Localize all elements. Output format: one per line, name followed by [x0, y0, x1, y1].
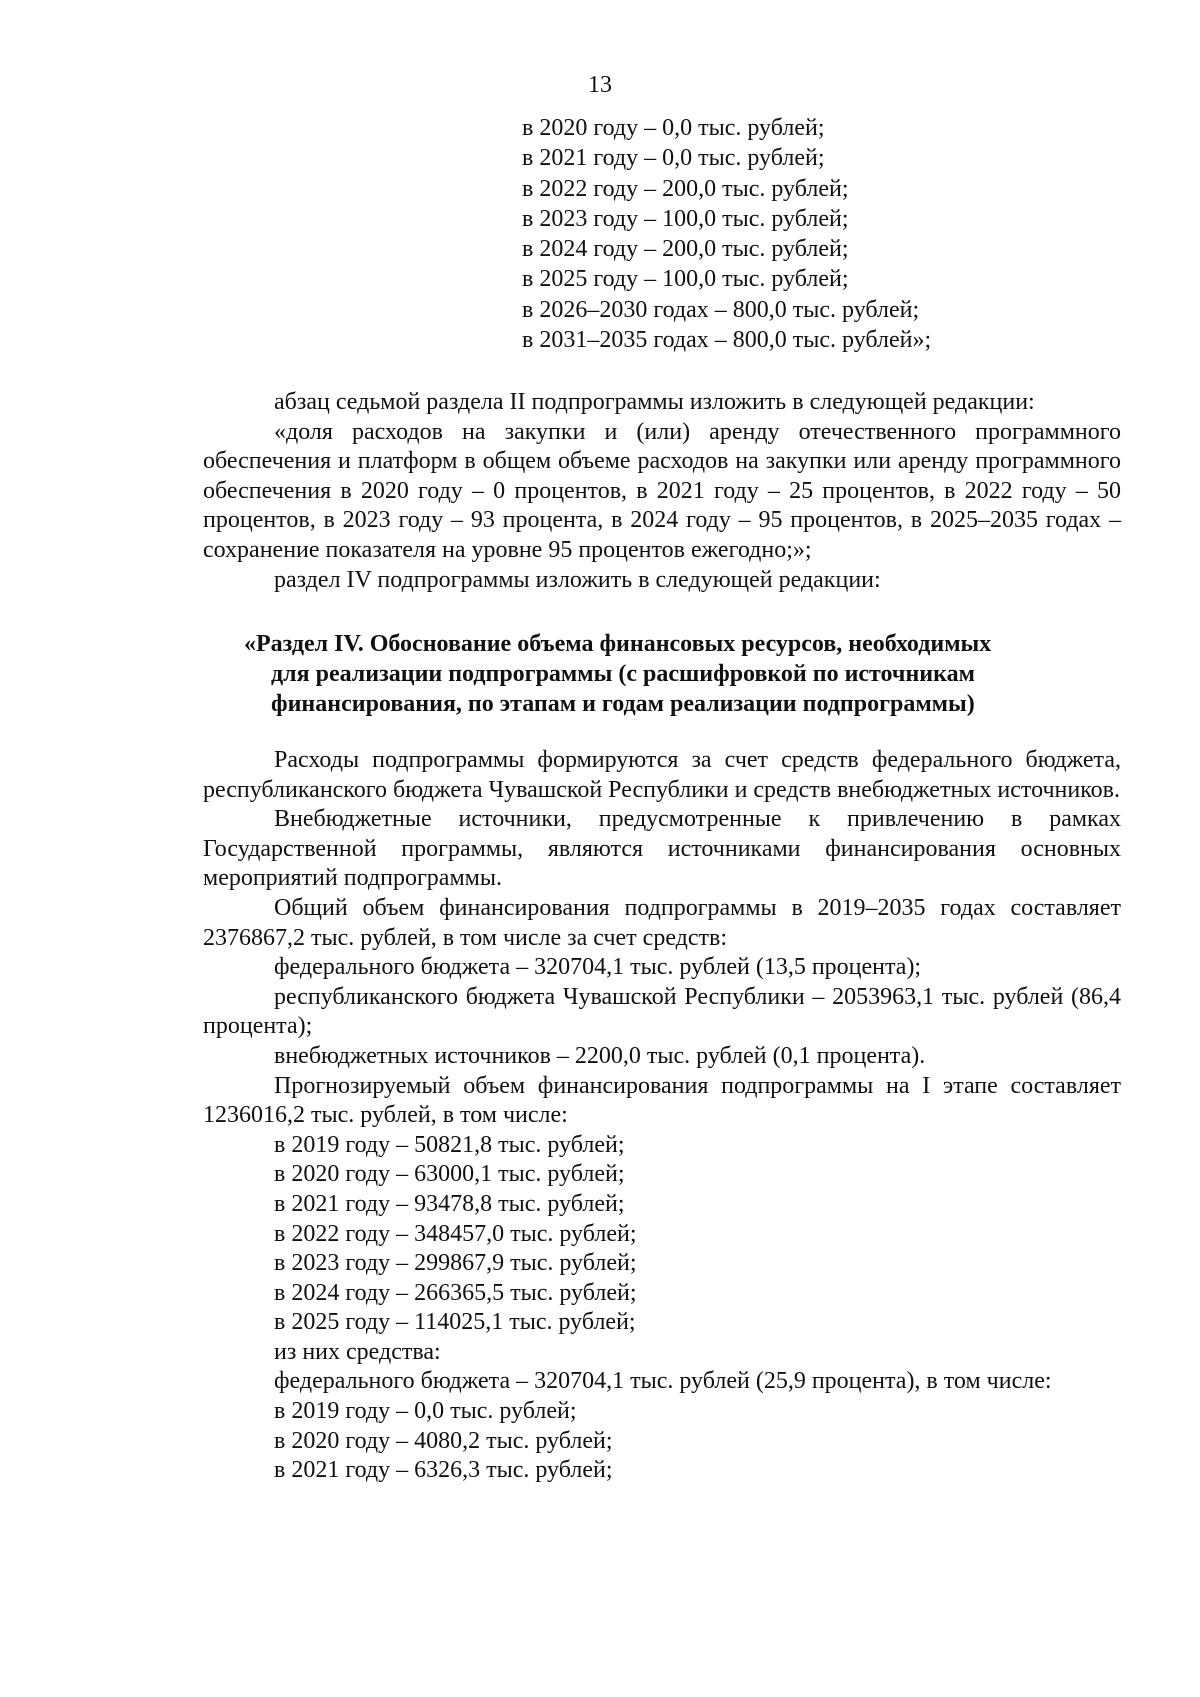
list-item: в 2025 году – 100,0 тыс. рублей; [522, 266, 849, 293]
amendment-block [203, 388, 1121, 595]
list-item: в 2019 году – 50821,8 тыс. рублей; [274, 1131, 625, 1158]
list-item: в 2022 году – 200,0 тыс. рублей; [522, 175, 849, 202]
list-item: в 2020 году – 4080,2 тыс. рублей; [274, 1427, 613, 1454]
funding-source-item: внебюджетных источников – 2200,0 тыс. рублей (0,1 процента). [274, 1042, 926, 1069]
paragraph: Общий объем финансирования подпрограммы в 2019–2035 годах составляет 2376867,2 тыс. рублей, в том числе за счет средств: [203, 894, 1121, 951]
list-item: в 2020 году – 0,0 тыс. рублей; [522, 115, 825, 141]
list-item: в 2021 году – 6326,3 тыс. рублей; [274, 1457, 613, 1484]
list-item: в 2024 году – 200,0 тыс. рублей; [522, 236, 849, 263]
top-year-list [522, 113, 1082, 355]
list-item: в 2020 году – 63000,1 тыс. рублей; [274, 1161, 625, 1188]
page-number: 13 [588, 72, 612, 98]
paragraph: абзац седьмой раздела II подпрограммы изложить в следующей редакции: [274, 389, 1035, 415]
stage-year-list [203, 1131, 1121, 1368]
paragraph: «доля расходов на закупки и (или) аренду отечественного программного обеспечения и платформ в общем объеме расходов на закупки или аренду программного обеспечения в 2020 году – 0 процентов, в 2021 году – 25 процентов, в 2022 году – 50 процентов, в 2023 году – 93 процента, в 2024 году – 95 процентов, в 2025–2035 годах – сохранение показателя на уровне 95 процентов ежегодно;»; [203, 418, 1121, 563]
list-item: в 2031–2035 годах – 800,0 тыс. рублей»; [522, 327, 932, 354]
list-item: в 2023 году – 100,0 тыс. рублей; [522, 205, 849, 232]
heading-line: для реализации подпрограммы (с расшифровкой по источникам [271, 660, 975, 687]
list-item: из них средства: [274, 1338, 441, 1365]
list-item: в 2024 году – 266365,5 тыс. рублей; [274, 1279, 637, 1306]
list-item: в 2026–2030 годах – 800,0 тыс. рублей; [522, 296, 920, 323]
heading-line: финансирования, по этапам и годам реализации подпрограммы) [271, 690, 975, 717]
section-body [203, 746, 1121, 1486]
list-item: в 2023 году – 299867,9 тыс. рублей; [274, 1250, 637, 1277]
paragraph: республиканского бюджета Чувашской Республики – 2053963,1 тыс. рублей (86,4 процента); [203, 983, 1121, 1040]
paragraph: раздел IV подпрограммы изложить в следующей редакции: [274, 566, 881, 593]
paragraph: Расходы подпрограммы формируются за счет средств федерального бюджета, республиканского бюджета Чувашской Республики и средств внебюджетных источников. [203, 747, 1121, 803]
section-heading [244, 630, 1074, 719]
paragraph: федерального бюджета – 320704,1 тыс. рублей (25,9 процента), в том числе: [274, 1368, 1052, 1395]
list-item: в 2019 году – 0,0 тыс. рублей; [274, 1398, 577, 1425]
paragraph: Прогнозируемый объем финансирования подпрограммы на I этапе составляет 1236016,2 тыс. рублей, в том числе: [203, 1072, 1121, 1129]
list-item: в 2022 году – 348457,0 тыс. рублей; [274, 1220, 637, 1247]
list-item: в 2021 году – 0,0 тыс. рублей; [522, 145, 825, 172]
paragraph: Внебюджетные источники, предусмотренные к привлечению в рамках Государственной программы, являются источниками финансирования основных мероприятий подпрограммы. [203, 806, 1121, 892]
list-item: в 2021 году – 93478,8 тыс. рублей; [274, 1190, 625, 1217]
funding-source-item: федерального бюджета – 320704,1 тыс. рублей (13,5 процента); [274, 954, 922, 981]
list-item: в 2025 году – 114025,1 тыс. рублей; [274, 1309, 636, 1336]
federal-year-list [203, 1397, 1121, 1486]
heading-line: «Раздел IV. Обоснование объема финансовых ресурсов, необходимых [244, 631, 992, 657]
